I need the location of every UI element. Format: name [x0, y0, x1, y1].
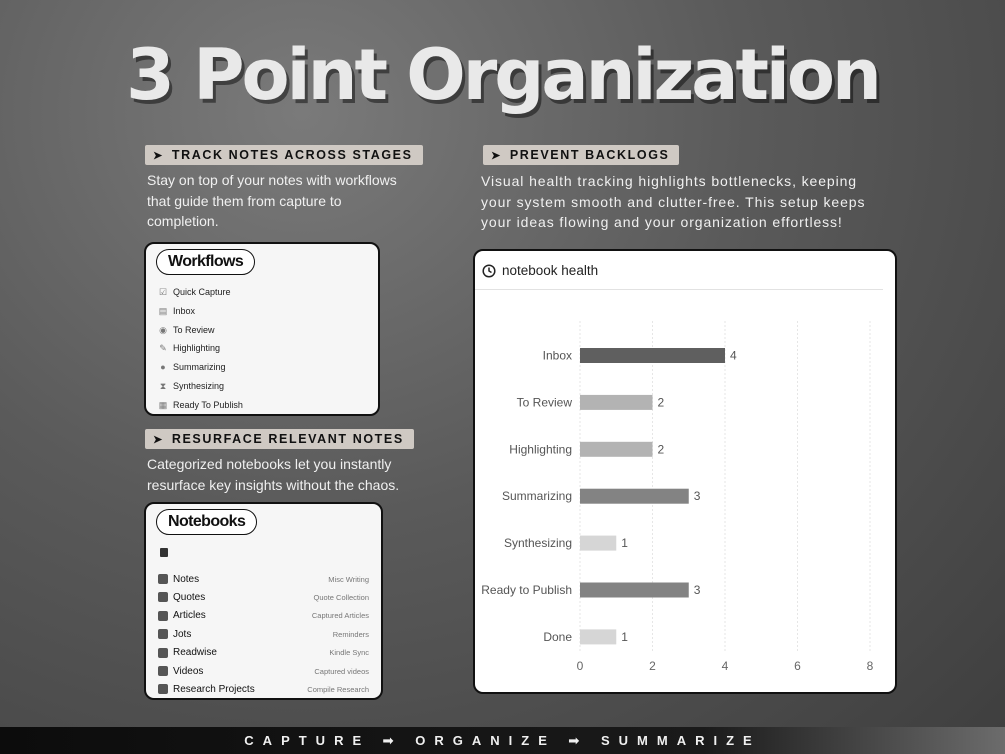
prevent-backlogs-description: [481, 171, 865, 233]
bar: [580, 395, 653, 410]
notebook-name: Articles: [173, 610, 206, 622]
header-divider: [475, 289, 883, 290]
category-label: Summarizing: [501, 489, 572, 504]
calendar-icon: ▦: [158, 399, 168, 410]
palette-icon: [158, 629, 168, 639]
bar-value-label: 1: [621, 629, 628, 644]
notebook-description: Captured videos: [314, 666, 369, 676]
bar: [580, 536, 616, 551]
workflows-title: Workflows: [156, 249, 255, 275]
workflow-item-label: Summarizing: [173, 362, 226, 373]
prevent-backlogs-tag-label: PREVENT BACKLOGS: [509, 148, 670, 162]
x-tick-label: 2: [649, 659, 656, 673]
category-label: Highlighting: [509, 442, 572, 457]
bar: [580, 442, 653, 457]
bar-value-label: 4: [730, 348, 737, 363]
checkbox-edit-icon: ☑: [158, 287, 168, 297]
category-label: To Review: [516, 395, 572, 410]
prevent-backlogs-line: your system smooth and clutter-free. This setup keeps: [481, 193, 866, 210]
workflow-item[interactable]: [158, 400, 243, 410]
resurface-notes-tag-label: RESURFACE RELEVANT NOTES: [171, 432, 404, 446]
prevent-backlogs-line: your ideas flowing and your organization effortless!: [481, 214, 843, 230]
notebook-health-chart: [475, 291, 891, 681]
category-label: Synthesizing: [503, 536, 572, 551]
bar: [580, 629, 616, 644]
notebook-name: Research Projects: [173, 683, 255, 695]
notebook-item[interactable]: [158, 681, 369, 697]
notebook-name: Videos: [173, 665, 204, 677]
workflow-item[interactable]: [158, 362, 226, 372]
play-icon: [158, 666, 168, 676]
notebook-item[interactable]: [158, 645, 369, 661]
page-title: 3 Point Organization: [126, 34, 879, 116]
workflow-item-label: Inbox: [173, 305, 196, 316]
chat-bubble-icon: ●: [160, 362, 166, 373]
workflow-item[interactable]: [158, 381, 224, 391]
notebook-description: Kindle Sync: [329, 648, 369, 658]
track-notes-tag: [145, 145, 423, 165]
clock-icon: [482, 264, 496, 278]
workflow-item[interactable]: [158, 306, 195, 316]
hourglass-icon: ⧗: [159, 381, 167, 391]
notebook-item[interactable]: [158, 626, 369, 642]
note-icon: [158, 574, 168, 584]
notebook-description: Captured Articles: [311, 611, 369, 621]
track-notes-line: completion.: [147, 213, 219, 229]
notebook-item[interactable]: [158, 663, 369, 679]
bookshelf-icon: [158, 648, 168, 658]
notebook-name: Quotes: [173, 591, 206, 603]
notebook-name: Readwise: [173, 647, 217, 659]
bar-value-label: 3: [693, 583, 701, 597]
category-label: Ready to Publish: [481, 583, 572, 597]
arrow-right-icon: ➤: [491, 150, 502, 162]
notebook-item[interactable]: [158, 589, 369, 605]
x-tick-label: 8: [866, 659, 874, 673]
eye-icon: ◉: [159, 324, 167, 335]
prevent-backlogs-tag: [483, 145, 679, 165]
articles-icon: [158, 611, 168, 621]
workflow-item-label: Ready To Publish: [173, 399, 243, 410]
resurface-notes-description: [147, 454, 399, 495]
notebook-health-title: notebook health: [502, 263, 599, 278]
bar: [580, 583, 689, 598]
network-icon: [158, 684, 168, 694]
category-label: Inbox: [542, 348, 572, 363]
category-label: Done: [543, 629, 572, 644]
workflow-item-label: Synthesizing: [173, 381, 225, 391]
bar-value-label: 2: [657, 442, 665, 457]
workflow-item-label: Quick Capture: [173, 287, 231, 297]
workflow-item[interactable]: [158, 287, 231, 297]
track-notes-line: Stay on top of your notes with workflows: [147, 172, 397, 188]
x-tick-label: 0: [576, 659, 584, 673]
bar: [580, 489, 689, 504]
notebook-description: Reminders: [332, 629, 369, 639]
bar-value-label: 3: [693, 489, 701, 504]
workflows-card: [144, 242, 380, 416]
track-notes-tag-label: TRACK NOTES ACROSS STAGES: [171, 148, 413, 162]
x-tick-label: 6: [794, 659, 801, 673]
resurface-notes-line: resurface key insights without the chaos.: [147, 476, 400, 493]
notebook-name: Jots: [173, 628, 192, 640]
quote-icon: [158, 592, 168, 602]
track-notes-line: that guide them from capture to: [147, 192, 342, 209]
notebook-description: Misc Writing: [328, 574, 369, 584]
track-notes-description: [147, 170, 397, 232]
notebook-health-header: [482, 263, 598, 278]
workflow-item[interactable]: [158, 325, 215, 335]
x-tick-label: 4: [721, 659, 729, 673]
notebook-description: Compile Research: [307, 684, 369, 694]
notebooks-card: [144, 502, 383, 700]
bar: [580, 348, 725, 363]
notebook-description: Quote Collection: [313, 592, 369, 602]
notebook-name: Notes: [173, 573, 200, 585]
pencil-icon: ✎: [159, 343, 167, 354]
footer-banner: CAPTURE ➟ ORGANIZE ➟ SUMMARIZE: [0, 727, 1005, 754]
notebook-health-card: [473, 249, 897, 694]
workflow-item[interactable]: [158, 343, 220, 353]
prevent-backlogs-line: Visual health tracking highlights bottlenecks, keeping: [481, 173, 857, 189]
workflow-item-label: To Review: [173, 324, 215, 335]
resurface-notes-line: Categorized notebooks let you instantly: [147, 456, 392, 472]
workflow-item-label: Highlighting: [173, 343, 221, 354]
notebook-stack-icon: [160, 548, 168, 557]
arrow-right-icon: ➤: [153, 150, 164, 162]
resurface-notes-tag: [145, 429, 414, 449]
notebook-item[interactable]: [158, 571, 369, 587]
notebooks-title: Notebooks: [156, 509, 257, 535]
notebook-item[interactable]: [158, 608, 369, 624]
bar-value-label: 2: [657, 395, 665, 410]
arrow-right-icon: ➤: [153, 434, 164, 446]
inbox-tray-icon: ▤: [158, 305, 168, 316]
bar-value-label: 1: [621, 536, 628, 551]
